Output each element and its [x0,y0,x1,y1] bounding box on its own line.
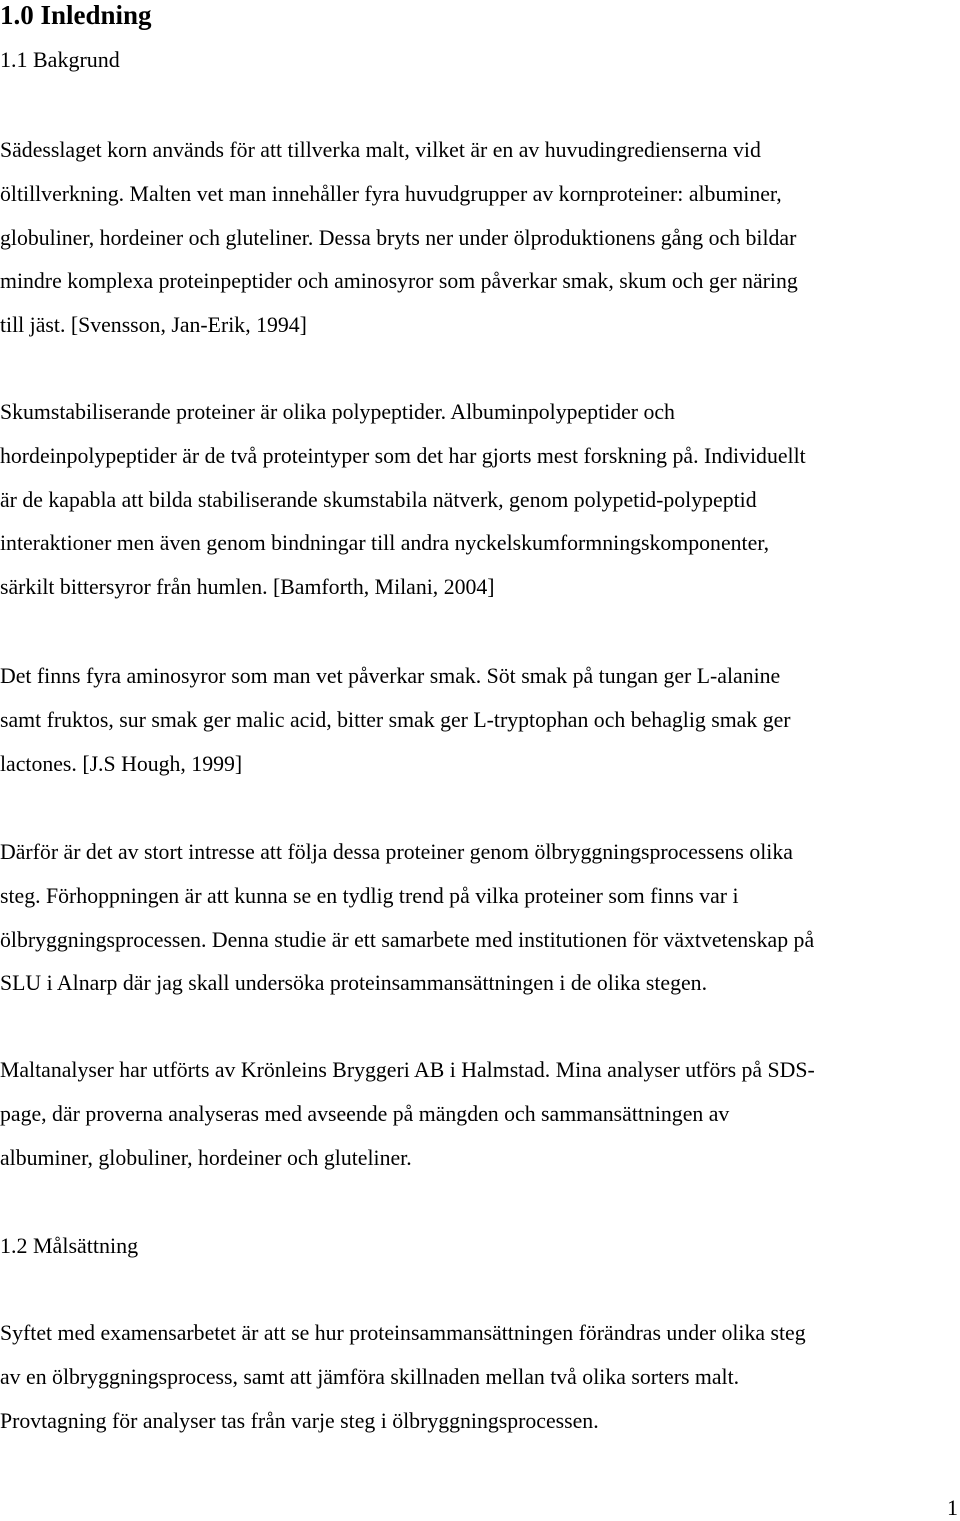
text-line: lactones. [J.S Hough, 1999] [0,751,243,776]
section-heading-goal: 1.2 Målsättning [0,1233,139,1258]
text-line: hordeinpolypeptider är de två proteintyper som det har gjorts mest forskning på. Individuellt [0,443,806,468]
text-line: page, där proverna analyseras med avseende på mängden och sammansättningen av [0,1101,730,1126]
section-heading-background: 1.1 Bakgrund [0,47,120,72]
text-line: särkilt bittersyror från humlen. [Bamforth, Milani, 2004] [0,575,495,600]
text-line: globuliner, hordeiner och gluteliner. Dessa bryts ner under ölproduktionens gång och bildar [0,225,797,250]
text-line: Därför är det av stort intresse att följa dessa proteiner genom ölbryggningsprocessens olika [0,840,793,864]
text-line: Provtagning för analyser tas från varje steg i ölbryggningsprocessen. [0,1408,599,1433]
text-line: samt fruktos, sur smak ger malic acid, bitter smak ger L-tryptophan och behaglig smak ger [0,707,791,732]
text-line: Skumstabiliserande proteiner är olika polypeptider. Albuminpolypeptider och [0,400,675,424]
text-line: av en ölbryggningsprocess, samt att jämföra skillnaden mellan två olika sorters malt. [0,1364,740,1389]
text-line: till jäst. [Svensson, Jan-Erik, 1994] [0,313,307,338]
paragraph-study-interest [0,831,960,1006]
text-line: ölbryggningsprocessen. Denna studie är ett samarbete med institutionen för växtvetenskap på [0,927,815,952]
text-line: SLU i Alnarp där jag skall undersöka proteinsammansättningen i de olika stegen. [0,971,708,996]
text-line: Maltanalyser har utförts av Krönleins Bryggeri AB i Halmstad. Mina analyser utförs på SDS- [0,1058,815,1082]
paragraph-amino-acids [0,655,960,786]
chapter-heading: 1.0 Inledning [0,0,152,30]
text-line: interaktioner men även genom bindningar till andra nyckelskumformningskomponenter, [0,531,770,556]
text-line: steg. Förhoppningen är att kunna se en tydlig trend på vilka proteiner som finns var i [0,883,739,908]
page-number: 1 [947,1495,958,1520]
text-line: Syftet med examensarbetet är att se hur proteinsammansättningen förändras under olika steg [0,1321,806,1345]
paragraph-barley-proteins [0,129,960,348]
paragraph-goal [0,1312,960,1443]
text-line: öltillverkning. Malten vet man innehåller fyra huvudgrupper av kornproteiner: albuminer, [0,181,782,206]
text-line: Det finns fyra aminosyror som man vet påverkar smak. Söt smak på tungan ger L-alanine [0,664,781,688]
text-line: mindre komplexa proteinpeptider och aminosyror som påverkar smak, skum och ger näring [0,269,798,294]
text-line: är de kapabla att bilda stabiliserande skumstabila nätverk, genom polypetid-polypeptid [0,487,757,512]
paragraph-foam-proteins [0,391,960,610]
text-line: albuminer, globuliner, hordeiner och gluteliner. [0,1145,412,1170]
paragraph-malt-analyses [0,1049,960,1180]
text-line: Sädesslaget korn används för att tillverka malt, vilket är en av huvudingredienserna vid [0,138,761,162]
